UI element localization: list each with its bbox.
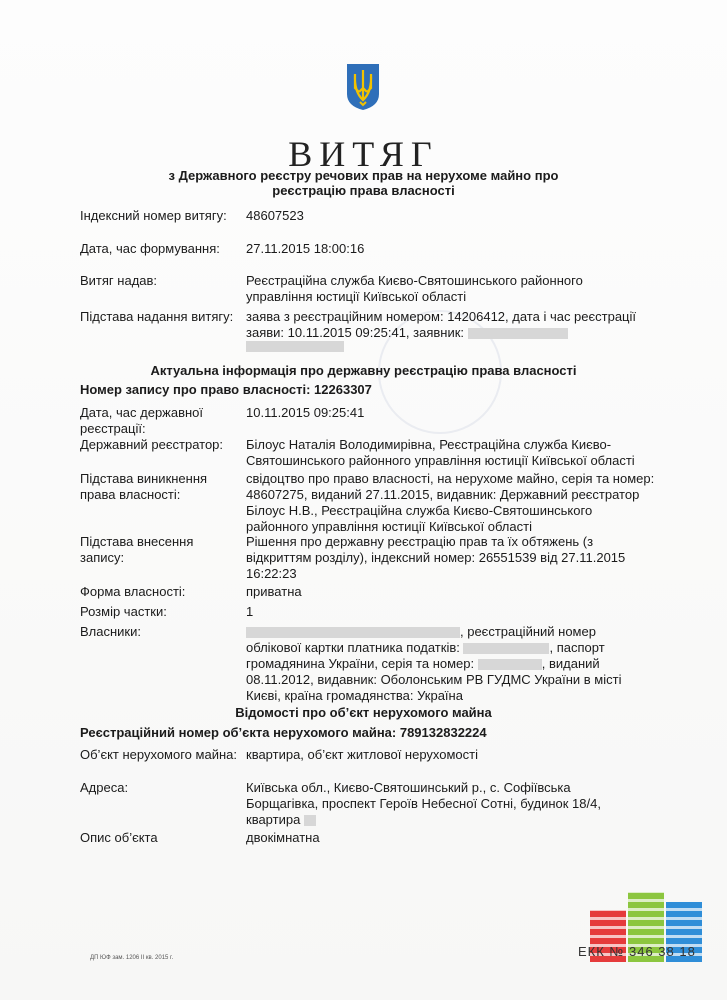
redacted-block — [304, 815, 316, 826]
row-value: приватна — [246, 584, 302, 599]
row-label: Витяг надав: — [80, 273, 158, 288]
redacted-block — [246, 627, 460, 638]
owners-text-3: , виданий 08.11.2012, видавник: Оболонським РВ ГУДМС України в місті Києві, країна громадянства: Україна — [246, 656, 622, 703]
row-value — [246, 309, 650, 341]
row-label: Підстава надання витягу: — [80, 309, 234, 324]
section-heading-property: Відомості про об’єкт нерухомого майна — [235, 705, 492, 720]
section-heading-ownership: Актуальна інформація про державну реєстрацію права власності — [150, 363, 577, 378]
row-value — [246, 624, 650, 704]
row-value — [246, 780, 646, 828]
row-label: Державний реєстратор: — [80, 437, 224, 452]
row-label: Дата, час державної реєстрації: — [80, 405, 204, 436]
coat-of-arms-icon — [345, 62, 381, 112]
document-serial: ЕКК № 346 38 18 — [578, 944, 696, 959]
row-value: свідоцтво про право власності, на нерухоме майно, серія та номер: 48607275, виданий 27.11.2015, видавник: Державний реєстратор Білоус Н.В., Реєстраційна служба Києво-Святошинського районного управління юстиції Київської області — [246, 471, 655, 534]
redacted-block — [463, 643, 549, 654]
address-text: Київська обл., Києво-Святошинський р., с. Софіївська Борщагівка, проспект Героїв Небесної Сотні, будинок 18/4, квартира — [246, 780, 601, 827]
owners-text-2: , паспорт громадянина України, серія та номер: — [246, 640, 605, 671]
row-label: Власники: — [80, 624, 141, 639]
row-label: Розмір частки: — [80, 604, 167, 619]
form-code: ДП ЮФ зам. 1206 II кв. 2015 г. — [90, 955, 174, 961]
row-label: Підстава виникнення права власності: — [80, 471, 208, 502]
row-value: 10.11.2015 09:25:41 — [246, 405, 365, 420]
ownership-record-number: Номер запису про право власності: 12263307 — [80, 382, 372, 397]
row-label: Опис об’єкта — [80, 830, 158, 845]
redacted-block — [478, 659, 542, 670]
row-value: Білоус Наталія Володимирівна, Реєстраційна служба Києво-Святошинського районного управління юстиції Київської області — [246, 437, 635, 468]
owners-text-1: , реєстраційний номер облікової картки платника податків: — [246, 624, 596, 655]
row-label: Адреса: — [80, 780, 129, 795]
row-label: Форма власності: — [80, 584, 186, 599]
row-value: 1 — [246, 604, 254, 619]
row-label: Індексний номер витягу: — [80, 208, 227, 223]
row-value: 48607523 — [246, 208, 304, 223]
row-value: Реєстраційна служба Києво-Святошинського районного управління юстиції Київської області — [246, 273, 583, 304]
row-value: двокімнатна — [246, 830, 320, 845]
row-value: квартира, об’єкт житлової нерухомості — [246, 747, 479, 762]
row-label: Дата, час формування: — [80, 241, 220, 256]
document-subtitle: з Державного реєстру речових прав на нерухоме майно про реєстрацію права власності — [168, 168, 559, 198]
row-value: Рішення про державну реєстрацію прав та їх обтяжень (з відкриттям розділу), індексний номер: 26551539 від 27.11.2015 16:22:23 — [246, 534, 626, 581]
row-label: Об’єкт нерухомого майна: — [80, 747, 237, 762]
redacted-block — [468, 328, 568, 339]
row-value: 27.11.2015 18:00:16 — [246, 241, 365, 256]
property-record-number: Реєстраційний номер об’єкта нерухомого майна: 789132832224 — [80, 725, 487, 740]
document-title: ВИТЯГ — [288, 134, 439, 174]
row-label: Підстава внесення запису: — [80, 534, 194, 565]
redacted-block — [246, 341, 344, 352]
basis-text: заява з реєстраційним номером: 14206412, дата і час реєстрації заяви: 10.11.2015 09:25:41, заявник: — [246, 309, 637, 340]
